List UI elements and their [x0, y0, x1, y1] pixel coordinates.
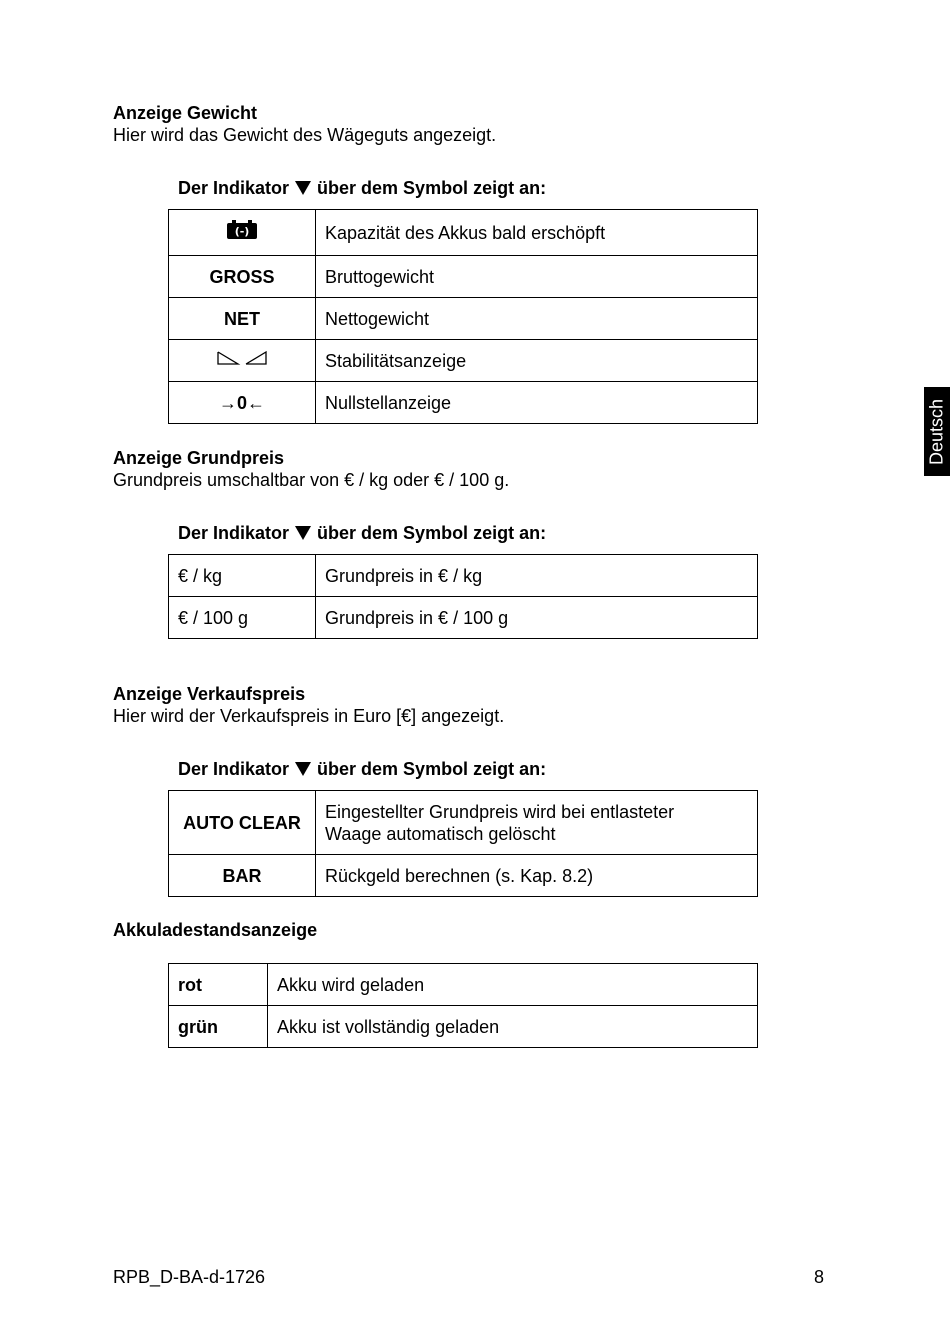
desc-cell: Grundpreis in € / kg	[316, 555, 758, 597]
table-row	[169, 791, 758, 855]
heading-battery: Akkuladestandsanzeige	[113, 920, 318, 940]
heading-sale-price: Anzeige Verkaufspreis	[113, 684, 306, 704]
desc-cell: Grundpreis in € / 100 g	[316, 597, 758, 639]
heading-weight: Anzeige Gewicht	[113, 103, 258, 123]
desc-cell: Nullstellanzeige	[316, 382, 758, 424]
unit-price-table	[168, 554, 758, 639]
sale-price-table	[168, 790, 758, 897]
table-row	[169, 340, 758, 382]
table-row	[169, 298, 758, 340]
table-row	[169, 555, 758, 597]
desc-line-1: Eingestellter Grundpreis wird bei entlasteter	[325, 801, 675, 822]
battery-low-icon	[225, 219, 259, 246]
symbol-cell: € / kg	[169, 555, 316, 597]
desc-cell: Nettogewicht	[316, 298, 758, 340]
indicator-label: Der Indikator	[178, 178, 290, 198]
indicator-line-weight	[178, 177, 546, 199]
desc-cell: Rückgeld berechnen (s. Kap. 8.2)	[316, 855, 758, 897]
table-row	[169, 210, 758, 256]
symbol-cell: AUTO CLEAR	[169, 791, 316, 855]
table-row	[169, 964, 758, 1006]
symbol-cell	[169, 210, 316, 256]
desc-cell: Kapazität des Akkus bald erschöpft	[316, 210, 758, 256]
symbol-cell: BAR	[169, 855, 316, 897]
symbol-cell: GROSS	[169, 256, 316, 298]
text-unit-price: Grundpreis umschaltbar von € / kg oder € / 100 g.	[113, 470, 510, 490]
language-tab	[924, 387, 950, 476]
text-sale-price: Hier wird der Verkaufspreis in Euro [€] angezeigt.	[113, 706, 505, 726]
symbol-cell: NET	[169, 298, 316, 340]
indicator-line-unit-price	[178, 522, 546, 544]
desc-cell: Akku wird geladen	[268, 964, 758, 1006]
symbol-cell: rot	[169, 964, 268, 1006]
table-row	[169, 382, 758, 424]
symbol-cell	[169, 340, 316, 382]
indicator-label-after: über dem Symbol zeigt an:	[317, 178, 547, 198]
desc-cell: Akku ist vollständig geladen	[268, 1006, 758, 1048]
battery-table	[168, 963, 758, 1048]
indicator-label: Der Indikator	[178, 759, 290, 779]
down-triangle-icon	[295, 762, 311, 776]
table-row	[169, 855, 758, 897]
stability-icon	[216, 349, 268, 372]
table-row	[169, 1006, 758, 1048]
text-weight: Hier wird das Gewicht des Wägeguts angezeigt.	[113, 125, 497, 145]
down-triangle-icon	[295, 181, 311, 195]
indicator-label-after: über dem Symbol zeigt an:	[317, 759, 547, 779]
down-triangle-icon	[295, 526, 311, 540]
heading-unit-price: Anzeige Grundpreis	[113, 448, 285, 468]
zero-indicator-symbol: →0←	[169, 382, 316, 424]
desc-line-2: Waage automatisch gelöscht	[325, 823, 556, 844]
table-row	[169, 597, 758, 639]
language-tab-label: Deutsch	[926, 398, 947, 465]
symbol-cell: € / 100 g	[169, 597, 316, 639]
footer-page-number: 8	[814, 1267, 825, 1287]
symbol-cell: grün	[169, 1006, 268, 1048]
desc-cell: Stabilitätsanzeige	[316, 340, 758, 382]
desc-cell: Bruttogewicht	[316, 256, 758, 298]
indicator-label: Der Indikator	[178, 523, 290, 543]
indicator-line-sale-price	[178, 758, 546, 780]
footer-doc-id: RPB_D-BA-d-1726	[113, 1267, 266, 1287]
weight-symbol-table	[168, 209, 758, 424]
svg-text:(-): (-)	[234, 225, 250, 238]
desc-cell	[316, 791, 758, 855]
table-row	[169, 256, 758, 298]
indicator-label-after: über dem Symbol zeigt an:	[317, 523, 547, 543]
